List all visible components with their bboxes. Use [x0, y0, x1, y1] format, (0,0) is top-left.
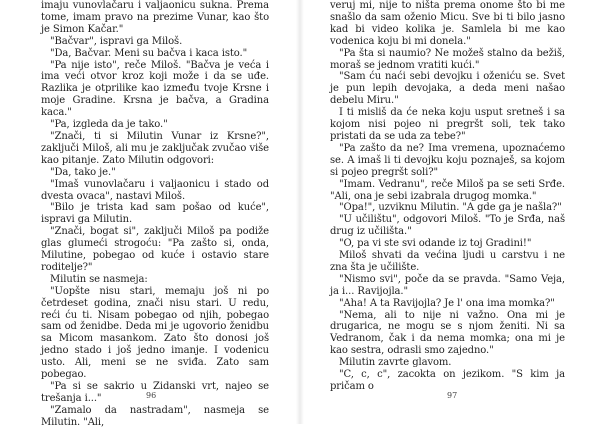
paragraph: "Opa!", uzviknu Milutin. "A gde ga je našla?" [339, 202, 562, 214]
left-page [0, 0, 300, 428]
right-page-text [330, 0, 565, 393]
paragraph: Milutin se nasmeja: [50, 273, 148, 285]
paragraph: "Uopšte nisu stari, memaju još ni po četrdeset godina, znači nisu stari. U redu, reći ću ti. Nisam pobegao od njih, pobegao sam od ženidbe. Deda mi je ugovorio ženidbu sa Micom masankom. Zato što donosi još jedno stado i još jedno imanje. I vodenicu usto. Ali, meni se ne sviđa. Zato sam pobegao. [41, 285, 269, 381]
paragraph: "C, c, c", zacokta on jezikom. "S kim ja pričam o [330, 369, 565, 392]
page-number: 96 [146, 391, 157, 400]
paragraph: "Pa si se sakrio u Zidanski vrt, najeo se trešanja i..." [41, 381, 269, 404]
paragraph: "Pa, izgleda da je tako." [50, 119, 168, 131]
paragraph: "Nema, ali to nije ni važno. Ona mi je drugarica, ne mogu se s njom ženiti. Ni sa Vedranom, čak i da nema momka; ona mi je kao sestra, odrasli smo zajedno." [330, 309, 565, 357]
paragraph: "Bačvar", ispravi ga Miloš. [50, 35, 183, 47]
paragraph: "Da, Bačvar. Meni su bačva i kaca isto." [50, 47, 248, 59]
paragraph: "Zamalo da nastradam", nasmeja se Milutin. "Ali, [41, 404, 269, 428]
paragraph: "U učilištu", odgovori Miloš. "To je Srđa, naš drug iz učilišta." [330, 214, 565, 238]
paragraph: "Sam ću naći sebi devojku i oženiću se. Svet je pun lepih devojaka, a deda meni našao debelu Miru." [330, 71, 565, 107]
paragraph: Miloš shvati da većina ljudi u carstvu i ne zna šta je učilište. [330, 250, 565, 273]
paragraph: I ti misliš da će neka koju usput sretneš i sa kojom nisi pojeo ni pregršt soli, tek tako pristati da se uda za tebe?" [330, 107, 565, 142]
paragraph: "Imaš vunovlačaru i valjaonicu i stado od dvesta ovaca", nastavi Miloš. [41, 178, 269, 202]
paragraph: "Pa šta si naumio? Ne možeš stalno da bežiš, moraš se jednom vratiti kući." [330, 47, 565, 71]
page-number: 97 [447, 391, 458, 400]
paragraph: "Bilo je trista kad sam pošao od kuće", ispravi ga Milutin. [41, 202, 269, 226]
paragraph: "Aha! A ta Ravijojla? Je l' ona ima momka?" [339, 297, 555, 309]
paragraph: "Pa nije isto", reče Miloš. "Bačva je veća i ima veći otvor kroz koji može i da se uđe. Razlika je otprilike kao između tvoje Krsne i moje Gradine. Krsna je bačva, a Gradina kaca." [41, 59, 269, 119]
paragraph: "Pa zašto da ne? Ima vremena, upoznaćemo se. A imaš li ti devojku koju poznaješ, sa kojom si pojeo pregršt soli?" [330, 142, 565, 178]
paragraph: "Znači, ti si Milutin Vunar iz Krsne?", zaključi Miloš, ali mu je zaključak zvučao više kao pitanje. Zato Milutin odgovori: [41, 130, 269, 166]
left-page-text [41, 0, 269, 429]
paragraph: "Imam. Vedranu", reče Miloš pa se seti Srđe. "Ali, ona je sebi izabrala drugog momka." [330, 178, 565, 202]
paragraph: "Da, tako je." [50, 166, 116, 178]
paragraph: "Znači, bogat si", zaključi Miloš pa podiže glas glumeći strogoću: "Pa zašto si, onda, Milutine, pobegao od kuće i ostavio stare roditelje?" [41, 226, 269, 273]
paragraph: veruj mi, nije to ništa prema onome što bi me snašlo da sam oženio Micu. Sve bi ti bilo jasno kad bi video kolika je. Samlela bi me kao vodenica koju bi mi donela." [330, 0, 565, 47]
right-page [300, 0, 600, 424]
paragraph: "O, pa vi ste svi odande iz toj Gradini!" [339, 238, 532, 250]
paragraph: imaju vunovlačaru i valjaonicu sukna. Prema tome, imam pravo na prezime Vunar, kao što je Simon Kačar." [41, 0, 269, 35]
paragraph: Milutin zavrte glavom. [339, 357, 452, 369]
paragraph: "Nismo svi", poče da se pravda. "Samo Veja, ja i... Ravijojla." [330, 273, 565, 297]
